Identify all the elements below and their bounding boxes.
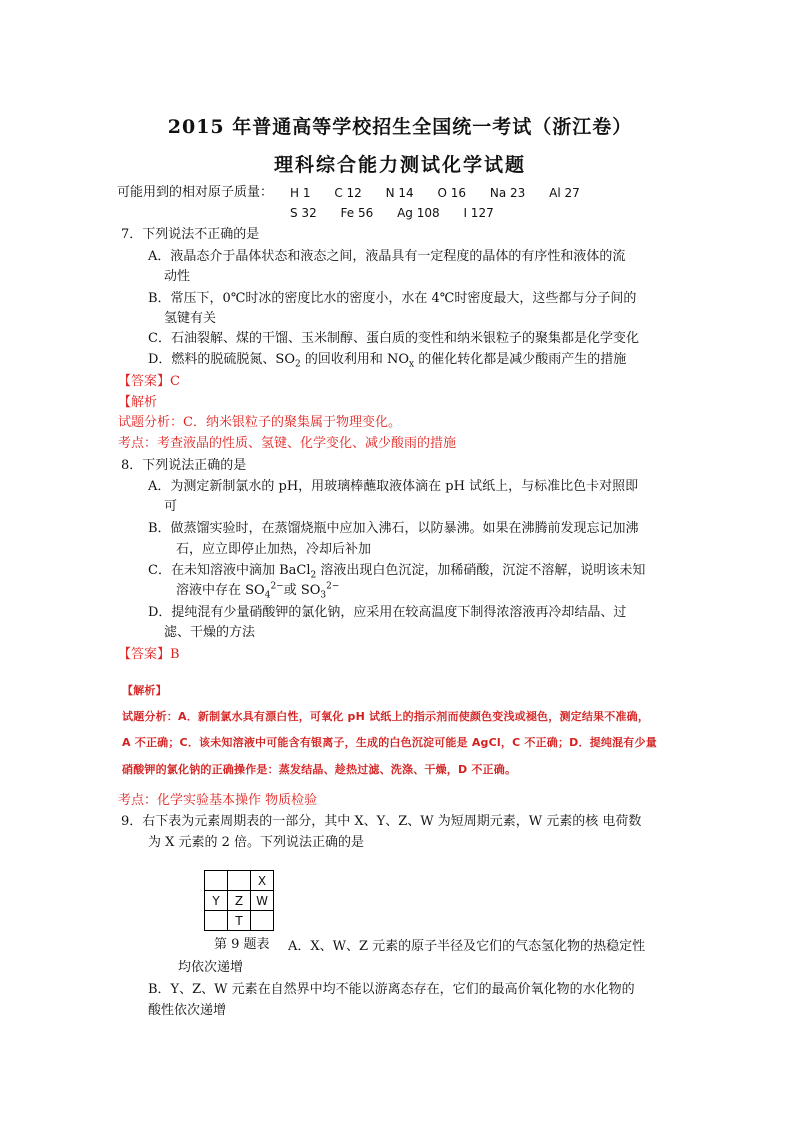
table-cell: X: [251, 871, 274, 891]
table-cell: [205, 871, 228, 891]
q8-option-a-cont: 可: [164, 499, 178, 514]
q7-option-d: [148, 351, 626, 369]
q8-c2-sup-2: 2−: [326, 581, 340, 592]
q7-option-a-cont: 动性: [164, 269, 191, 284]
q8-point: 考点：化学实验基本操作 物质检验: [118, 793, 318, 808]
exam-subtitle: 理科综合能力测试化学试题: [273, 154, 526, 176]
atomic-mass-row-2: [290, 204, 514, 222]
q7-analysis-title: 【解析: [118, 395, 158, 410]
q8-c2-sub-1: 4: [264, 590, 271, 601]
q7-d-text-1: D．燃料的脱硫脱氮、SO: [148, 352, 295, 367]
q8-c-sub-1: 2: [310, 570, 317, 581]
q8-option-d-cont: 滤、干燥的方法: [164, 625, 256, 640]
q8-option-d: D．提纯混有少量硝酸钾的氯化钠，应采用在较高温度下制得浓溶液再冷却结晶、过: [148, 605, 627, 620]
q8-c-text-2: 溶液出现白色沉淀，加稀硝酸，沉淀不溶解，说明该未知: [316, 563, 646, 578]
atomic-mass-na: Na 23: [489, 186, 526, 200]
q7-option-c: C．石油裂解、煤的干馏、玉米制醇、蛋白质的变性和纳米银粒子的聚集都是化学变化: [148, 331, 639, 346]
q8-option-b: B．做蒸馏实验时，在蒸馏烧瓶中应加入沸石，以防暴沸。如果在沸腾前发现忘记加沸: [148, 521, 639, 536]
table-caption: 第 9 题表: [214, 937, 270, 952]
q8-c-text-1: C．在未知溶液中滴加 BaCl: [148, 563, 311, 578]
q9-stem-cont: 为 X 元素的 2 倍。下列说法正确的是: [148, 835, 365, 850]
q8-analysis-line-3: 硝酸钾的氯化钠的正确操作是：蒸发结晶、趁热过滤、洗涤、干燥，D 不正确。: [122, 763, 517, 776]
q7-option-b: B．常压下，0℃时冰的密度比水的密度小，水在 4℃时密度最大，这些都与分子间的: [148, 291, 637, 306]
atomic-mass-i: I 127: [463, 206, 494, 220]
table-cell: W: [251, 891, 274, 911]
table-cell: Z: [228, 891, 251, 911]
exam-title: 2015 年普通高等学校招生全国统一考试（浙江卷）: [167, 116, 633, 138]
q9-option-b-cont: 酸性依次递增: [148, 1003, 227, 1018]
table-cell: Y: [205, 891, 228, 911]
q9-option-b: B．Y、Z、W 元素在自然界中均不能以游离态存在，它们的最高价氧化物的水化物的: [148, 982, 635, 997]
q8-analysis-title: 【解析】: [122, 684, 167, 697]
q7-answer: 【答案】C: [118, 374, 180, 389]
q8-option-c-cont: [176, 582, 339, 600]
q8-c2-sup-1: 2−: [270, 581, 284, 592]
atomic-mass-fe: Fe 56: [340, 206, 374, 220]
q8-option-c: [148, 562, 645, 580]
q7-option-a: A．液晶态介于晶体状态和液态之间，液晶具有一定程度的晶体的有序性和液体的流: [148, 249, 626, 264]
table-cell: [228, 871, 251, 891]
q9-stem: 9．右下表为元素周期表的一部分，其中 X、Y、Z、W 为短周期元素，W 元素的核 电荷数: [121, 814, 642, 829]
atomic-mass-o: O 16: [437, 186, 467, 200]
atomic-mass-al: Al 27: [549, 186, 580, 200]
q8-analysis-line-1: 试题分析：A．新制氯水具有漂白性，可氧化 pH 试纸上的指示剂而使颜色变浅或褪色，测定结果不准确，: [122, 710, 650, 723]
q9-option-a-cont: 均依次递增: [178, 960, 244, 975]
q7-d-text-3: 的催化转化都是减少酸雨产生的措施: [414, 352, 627, 367]
q7-option-b-cont: 氢键有关: [164, 311, 217, 326]
q8-c2-sub-2: 3: [320, 590, 327, 601]
q7-analysis: 试题分析：C．纳米银粒子的聚集属于物理变化。: [118, 415, 401, 430]
table-cell: [251, 911, 274, 931]
atomic-mass-n: N 14: [385, 186, 414, 200]
atomic-mass-row-1: [290, 184, 600, 202]
atomic-mass-h: H 1: [290, 186, 311, 200]
table-cell: T: [228, 911, 251, 931]
atomic-mass-label: 可能用到的相对原子质量：: [117, 185, 274, 200]
q8-c2-text-2: 或 SO: [283, 583, 321, 598]
q8-answer: 【答案】B: [118, 647, 180, 662]
periodic-table-fragment: [204, 870, 274, 931]
atomic-mass-s: S 32: [290, 206, 317, 220]
q7-d-sub-2: x: [409, 359, 415, 370]
atomic-mass-ag: Ag 108: [397, 206, 440, 220]
q7-stem: 7．下列说法不正确的是: [121, 227, 260, 242]
q8-option-a: A．为测定新制氯水的 pH，用玻璃棒蘸取液体滴在 pH 试纸上，与标准比色卡对照即: [148, 479, 639, 494]
q8-option-b-cont: 石，应立即停止加热，冷却后补加: [176, 542, 372, 557]
q9-option-a: A．X、W、Z 元素的原子半径及它们的气态氢化物的热稳定性: [288, 939, 646, 954]
q8-c2-text-1: 溶液中存在 SO: [176, 583, 265, 598]
atomic-mass-c: C 12: [334, 186, 362, 200]
q8-stem: 8．下列说法正确的是: [121, 458, 247, 473]
q7-point: 考点：考查液晶的性质、氢键、化学变化、减少酸雨的措施: [118, 436, 457, 451]
q8-analysis-line-2: A 不正确；C．该未知溶液中可能含有银离子，生成的白色沉淀可能是 AgCl，C 不正确；D．提纯混有少量: [122, 736, 657, 749]
q7-d-sub-1: 2: [295, 359, 301, 370]
q7-d-text-2: 的回收利用和 NO: [300, 352, 410, 367]
table-cell: [205, 911, 228, 931]
